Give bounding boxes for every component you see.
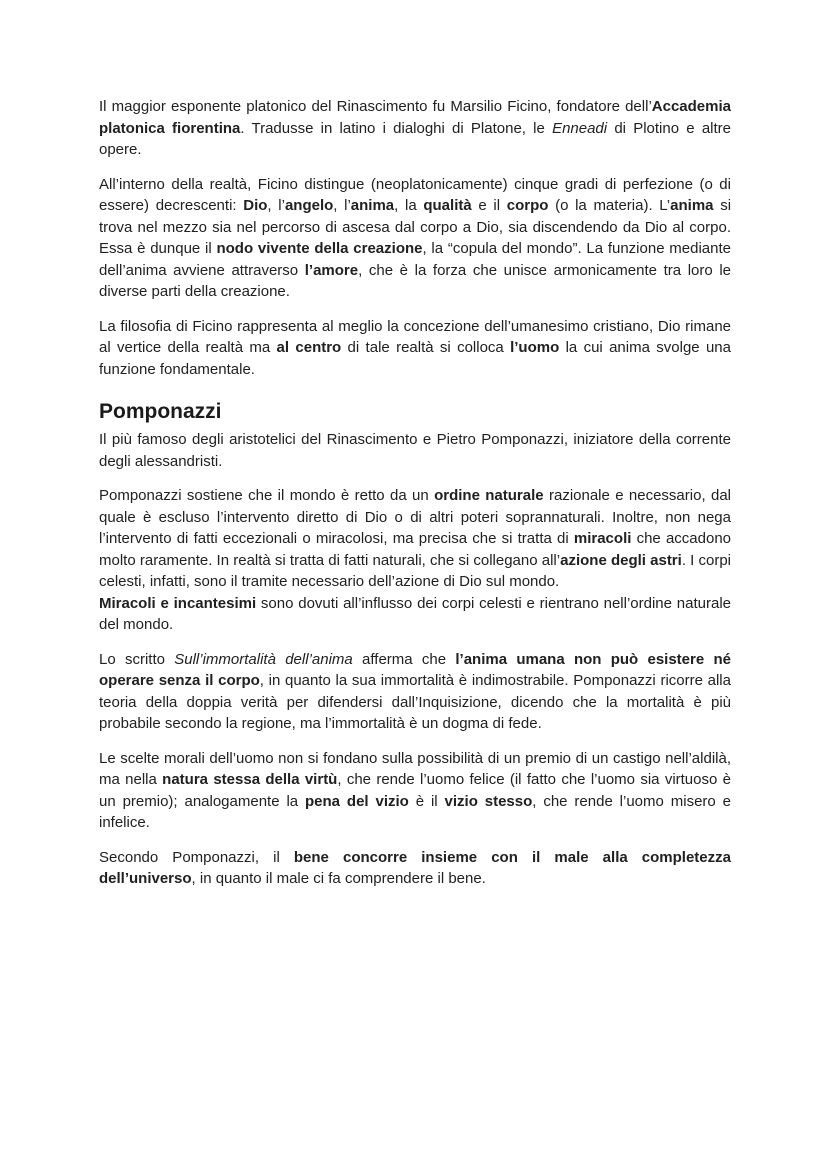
- text-run: azione degli astri: [560, 551, 682, 569]
- text-run: di Plotino e altre opere.: [99, 119, 731, 158]
- paragraph: [99, 748, 731, 834]
- text-run: Le scelte morali dell’uomo non si fondano sulla possibilità di un premio di un castigo nell’aldilà, ma nella: [99, 749, 731, 788]
- text-run: . Tradusse in latino i dialoghi di Platone, le: [240, 119, 553, 137]
- text-run: corpo: [506, 197, 549, 214]
- text-run: Enneadi: [552, 119, 608, 137]
- text-run: la cui anima svolge una funzione fondamentale.: [99, 339, 731, 378]
- paragraph: [99, 649, 731, 735]
- text-run: si trova nel mezzo sia nel percorso di ascesa dal corpo a Dio, sia discendendo da Dio al corpo. Essa è dunque il: [99, 197, 732, 257]
- text-run: anima: [350, 197, 395, 214]
- paragraph: [99, 96, 731, 161]
- text-run: è il: [408, 792, 445, 810]
- text-run: , l’: [333, 197, 351, 214]
- paragraph: [99, 847, 731, 890]
- text-run: e il: [471, 197, 507, 214]
- text-run: vizio stesso: [444, 792, 533, 810]
- text-run: Miracoli e incantesimi: [99, 594, 257, 612]
- text-run: , che rende l’uomo felice (il fatto che l’uomo sia virtuoso è un premio); analogamente la: [99, 771, 731, 810]
- paragraph: [99, 174, 731, 303]
- text-run: , che è la forza che unisce armonicamente tra loro le diverse parti della creazione.: [99, 261, 731, 300]
- text-run: , in quanto la sua immortalità è indimostrabile. Pomponazzi ricorre alla teoria della doppia verità per difendersi dall’Inquisizione, dicendo che la mortalità è più probabile secondo la regione, ma l’immortalità è un dogma di fede.: [99, 672, 731, 732]
- text-run: anima: [670, 197, 714, 214]
- text-run: natura stessa della virtù: [162, 771, 338, 788]
- paragraph: [99, 316, 731, 381]
- text-run: sono dovuti all’influsso dei corpi celesti e rientrano nell’ordine naturale del mondo.: [99, 594, 731, 633]
- text-run: , la “copula del mondo”. La funzione mediante dell’anima avviene attraverso: [99, 240, 732, 279]
- text-run: , in quanto il male ci fa comprendere il bene.: [191, 870, 486, 887]
- text-run: . I corpi celesti, infatti, sono il tramite necessario dell’azione di Dio sul mondo.: [99, 551, 732, 590]
- paragraph: [99, 429, 731, 472]
- text-run: Pomponazzi sostiene che il mondo è retto da un: [99, 487, 435, 504]
- text-run: (o la materia). L’: [548, 197, 671, 214]
- text-run: Dio: [243, 197, 268, 214]
- text-run: All’interno della realtà, Ficino distingue (neoplatonicamente) cinque gradi di perfezione (o di essere) decrescenti:: [99, 175, 731, 214]
- text-run: pena del vizio: [305, 792, 409, 810]
- text-run: bene concorre insieme con il male alla completezza dell’universo: [99, 848, 731, 887]
- text-run: nodo vivente della creazione: [216, 240, 423, 257]
- text-run: angelo: [284, 197, 334, 214]
- text-run: qualità: [423, 197, 472, 214]
- text-run: Lo scritto: [99, 650, 175, 668]
- text-run: Pomponazzi: [99, 400, 222, 423]
- document-content: [99, 96, 731, 890]
- text-run: Secondo Pomponazzi, il: [99, 848, 294, 866]
- text-run: afferma che: [352, 650, 456, 668]
- text-run: , che rende l’uomo misero e infelice.: [99, 792, 731, 831]
- text-run: l’amore: [304, 261, 359, 279]
- text-run: Sull’immortalità dell’anima: [174, 650, 353, 668]
- text-run: Accademia platonica fiorentina: [99, 98, 731, 137]
- text-run: razionale e necessario, dal quale è escluso l’intervento diretto di Dio o di altri poteri soprannaturali. Inoltre, non nega l’intervento di fatti eccezionali o miracolosi, ma precisa che si tratta di: [99, 487, 731, 547]
- text-run: , la: [394, 197, 424, 214]
- paragraph: [99, 485, 731, 636]
- text-run: ordine naturale: [434, 487, 544, 504]
- text-run: che accadono molto raramente. In realtà si tratta di fatti naturali, che si collegano all’: [99, 530, 732, 569]
- text-run: Il più famoso degli aristotelici del Rinascimento e Pietro Pomponazzi, iniziatore della corrente degli alessandristi.: [99, 431, 731, 470]
- text-run: l’uomo: [510, 339, 560, 356]
- text-run: miracoli: [573, 530, 632, 547]
- text-run: , l’: [267, 197, 285, 214]
- text-run: l’anima umana non può esistere né operare senza il corpo: [99, 650, 731, 689]
- text-run: di tale realtà si colloca: [341, 339, 511, 356]
- text-run: Il maggior esponente platonico del Rinascimento fu Marsilio Ficino, fondatore dell’: [99, 98, 652, 115]
- text-run: La filosofia di Ficino rappresenta al meglio la concezione dell’umanesimo cristiano, Dio rimane al vertice della realtà ma: [99, 317, 731, 356]
- text-run: al centro: [276, 339, 342, 356]
- section-heading: [99, 399, 731, 425]
